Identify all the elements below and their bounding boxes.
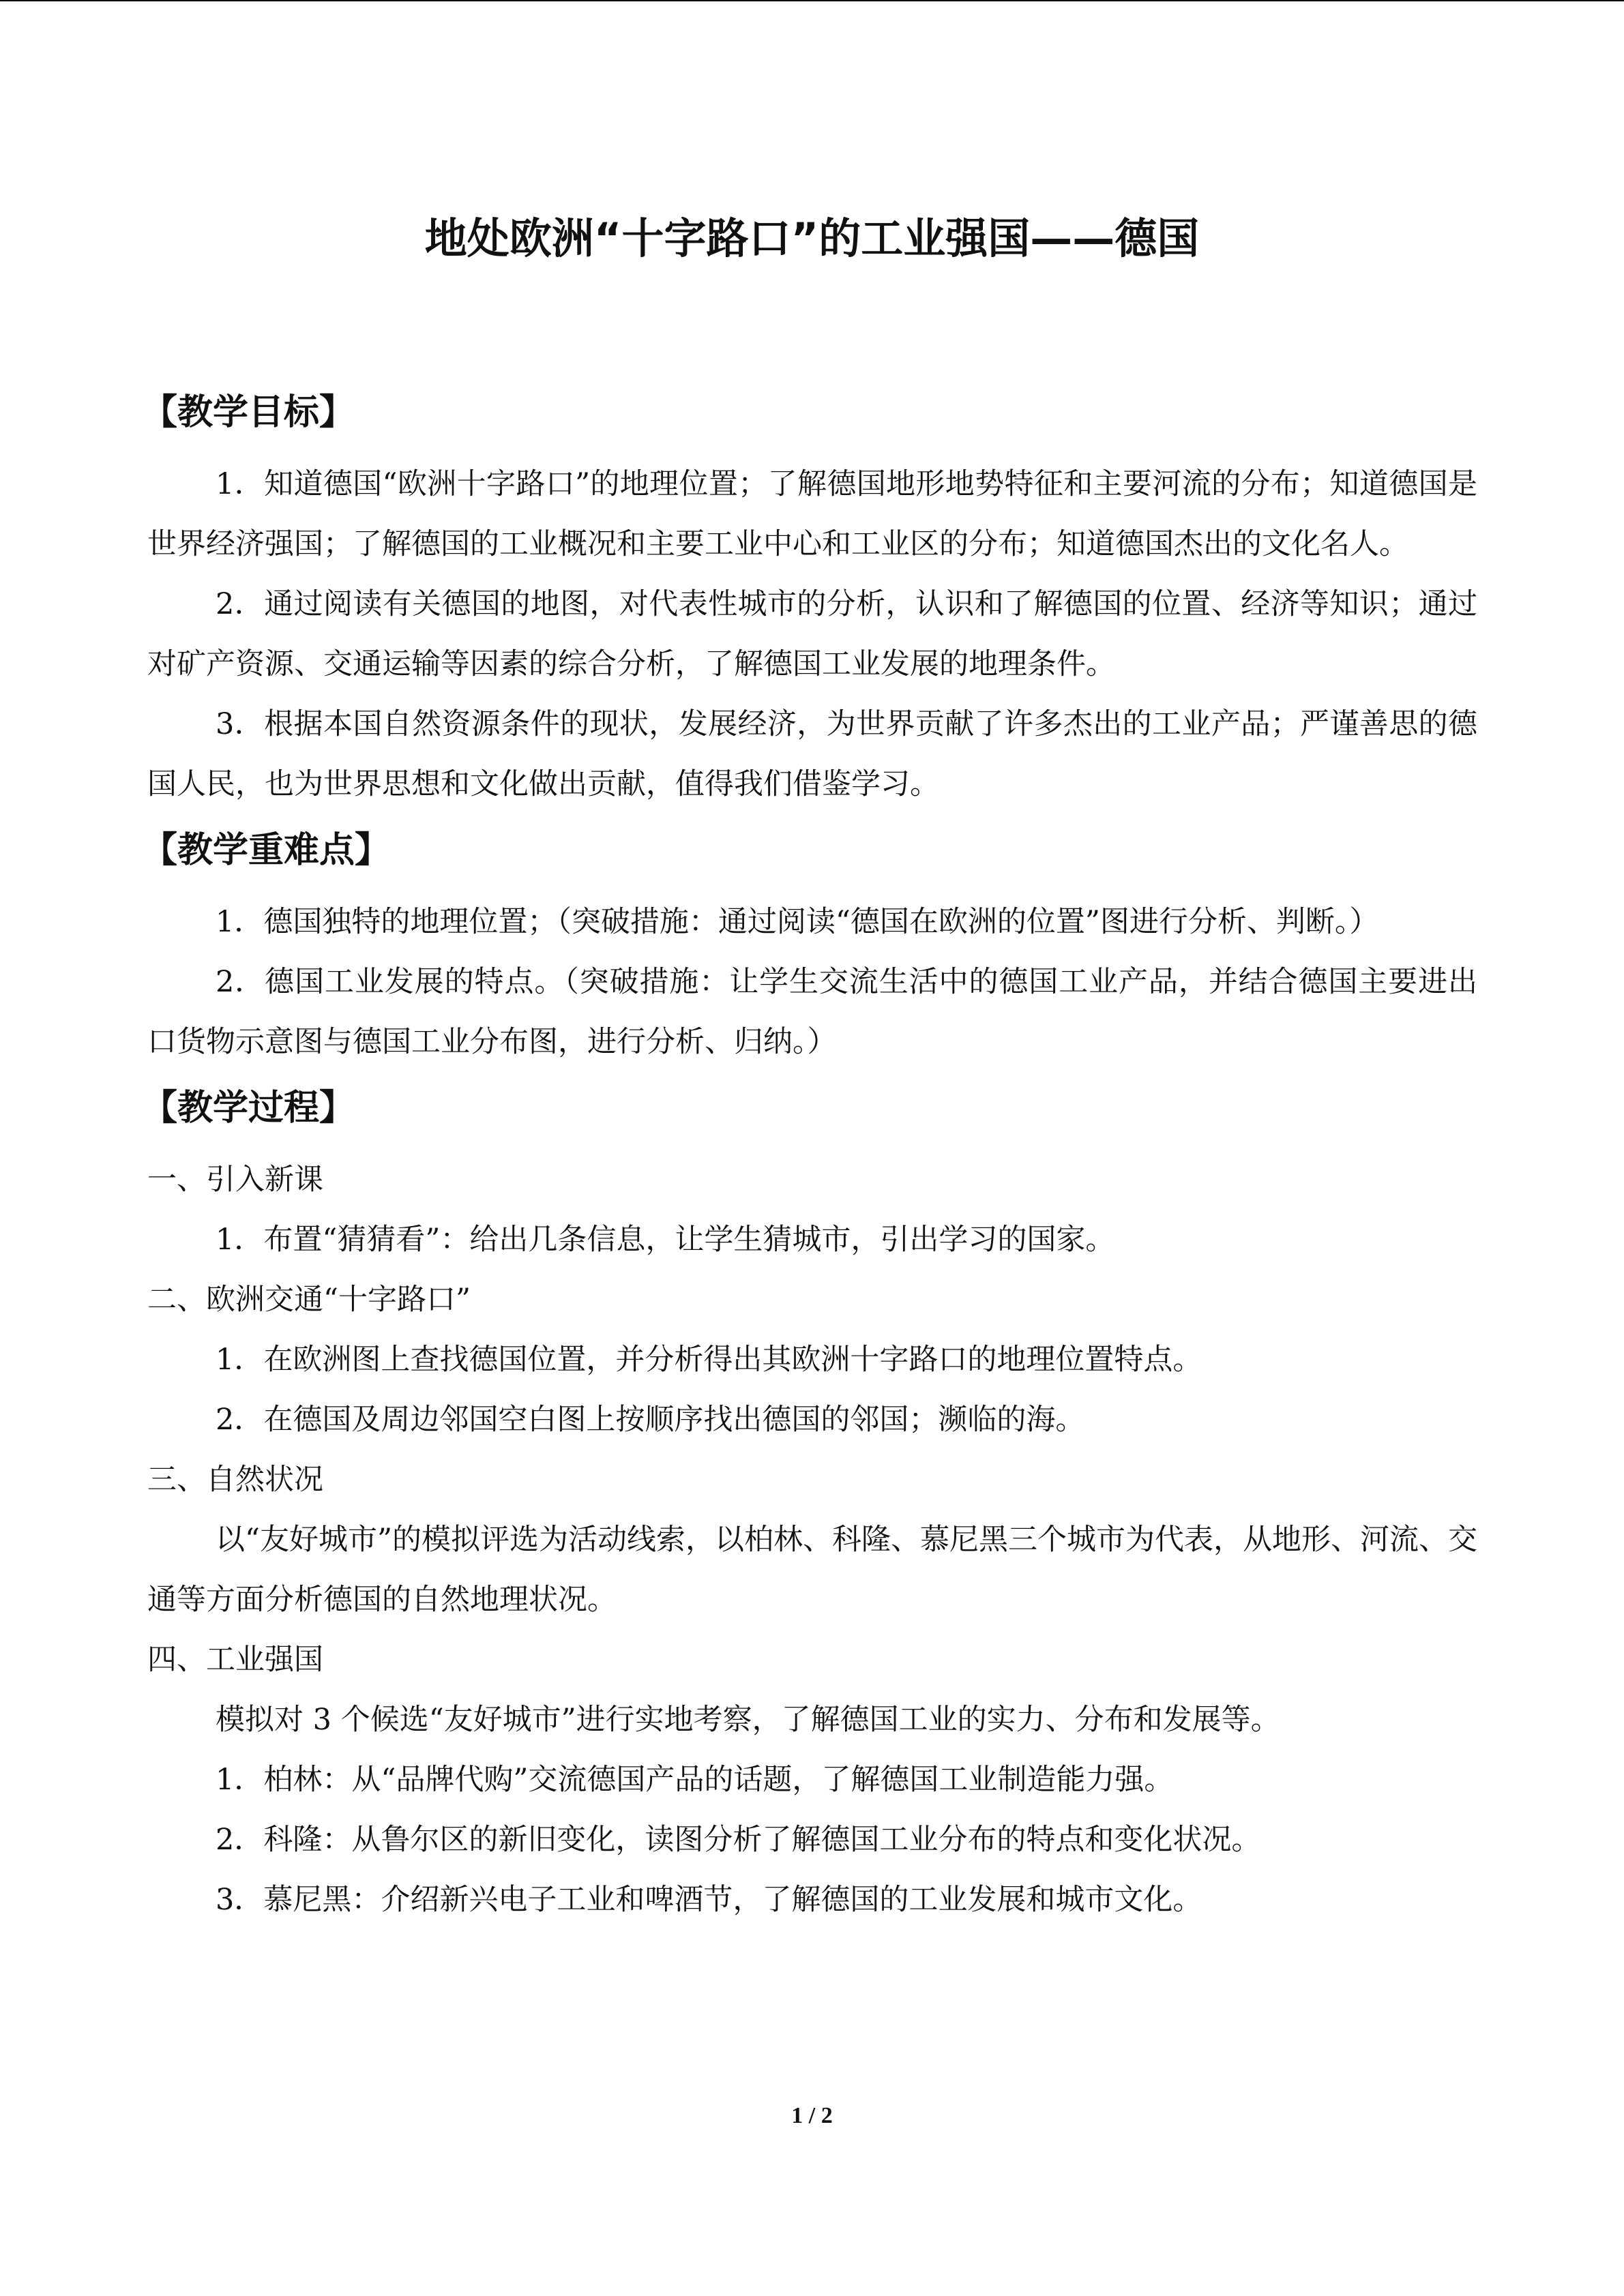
process-section-4-item-2: 1．柏林：从“品牌代购”交流德国产品的话题，了解德国工业制造能力强。 xyxy=(216,1763,1174,1797)
page-top-border xyxy=(0,0,1624,1)
objectives-heading: 【教学目标】 xyxy=(142,392,355,433)
process-section-2-item-1: 1．在欧洲图上查找德国位置，并分析得出其欧洲十字路口的地理位置特点。 xyxy=(216,1343,1202,1377)
process-section-4-item-4: 3．慕尼黑：介绍新兴电子工业和啤酒节，了解德国的工业发展和城市文化。 xyxy=(216,1883,1202,1917)
key-points-heading: 【教学重难点】 xyxy=(142,830,391,871)
process-section-2-title: 二、欧洲交通“十字路口” xyxy=(147,1283,471,1317)
document-title: 地处欧洲“十字路口”的工业强国——德国 xyxy=(424,213,1200,263)
objective-item-3: 3．根据本国自然资源条件的现状，发展经济，为世界贡献了许多杰出的工业产品；严谨善思的德国人民，也为世界思想和文化做出贡献，值得我们借鉴学习。 xyxy=(147,707,1477,801)
process-section-4-item-1: 模拟对 3 个候选“友好城市”进行实地考察，了解德国工业的实力、分布和发展等。 xyxy=(216,1703,1280,1737)
key-point-item-2: 2．德国工业发展的特点。（突破措施：让学生交流生活中的德国工业产品，并结合德国主要进出口货物示意图与德国工业分布图，进行分析、归纳。） xyxy=(147,965,1477,1059)
process-section-3-title: 三、自然状况 xyxy=(147,1463,323,1497)
process-section-4-title: 四、工业强国 xyxy=(147,1643,323,1677)
process-section-1-title: 一、引入新课 xyxy=(147,1163,323,1197)
document-body xyxy=(142,382,1477,1930)
objective-item-2: 2．通过阅读有关德国的地图，对代表性城市的分析，认识和了解德国的位置、经济等知识；通过对矿产资源、交通运输等因素的综合分析，了解德国工业发展的地理条件。 xyxy=(147,587,1477,681)
process-section-3-item-1: 以“友好城市”的模拟评选为活动线索，以柏林、科隆、慕尼黑三个城市为代表，从地形、河流、交通等方面分析德国的自然地理状况。 xyxy=(147,1523,1477,1617)
process-section-1-item-1: 1．布置“猜猜看”：给出几条信息，让学生猜城市，引出学习的国家。 xyxy=(216,1223,1115,1257)
process-section-2-item-2: 2．在德国及周边邻国空白图上按顺序找出德国的邻国；濒临的海。 xyxy=(216,1403,1085,1437)
process-heading: 【教学过程】 xyxy=(142,1088,355,1129)
objective-item-1: 1．知道德国“欧洲十字路口”的地理位置；了解德国地形地势特征和主要河流的分布；知道德国是世界经济强国；了解德国的工业概况和主要工业中心和工业区的分布；知道德国杰出的文化名人。 xyxy=(147,467,1477,561)
key-point-item-1: 1．德国独特的地理位置；（突破措施：通过阅读“德国在欧洲的位置”图进行分析、判断。） xyxy=(216,905,1379,939)
page-number: 1 / 2 xyxy=(791,2103,833,2128)
process-section-4-item-3: 2．科隆：从鲁尔区的新旧变化，读图分析了解德国工业分布的特点和变化状况。 xyxy=(216,1823,1261,1857)
